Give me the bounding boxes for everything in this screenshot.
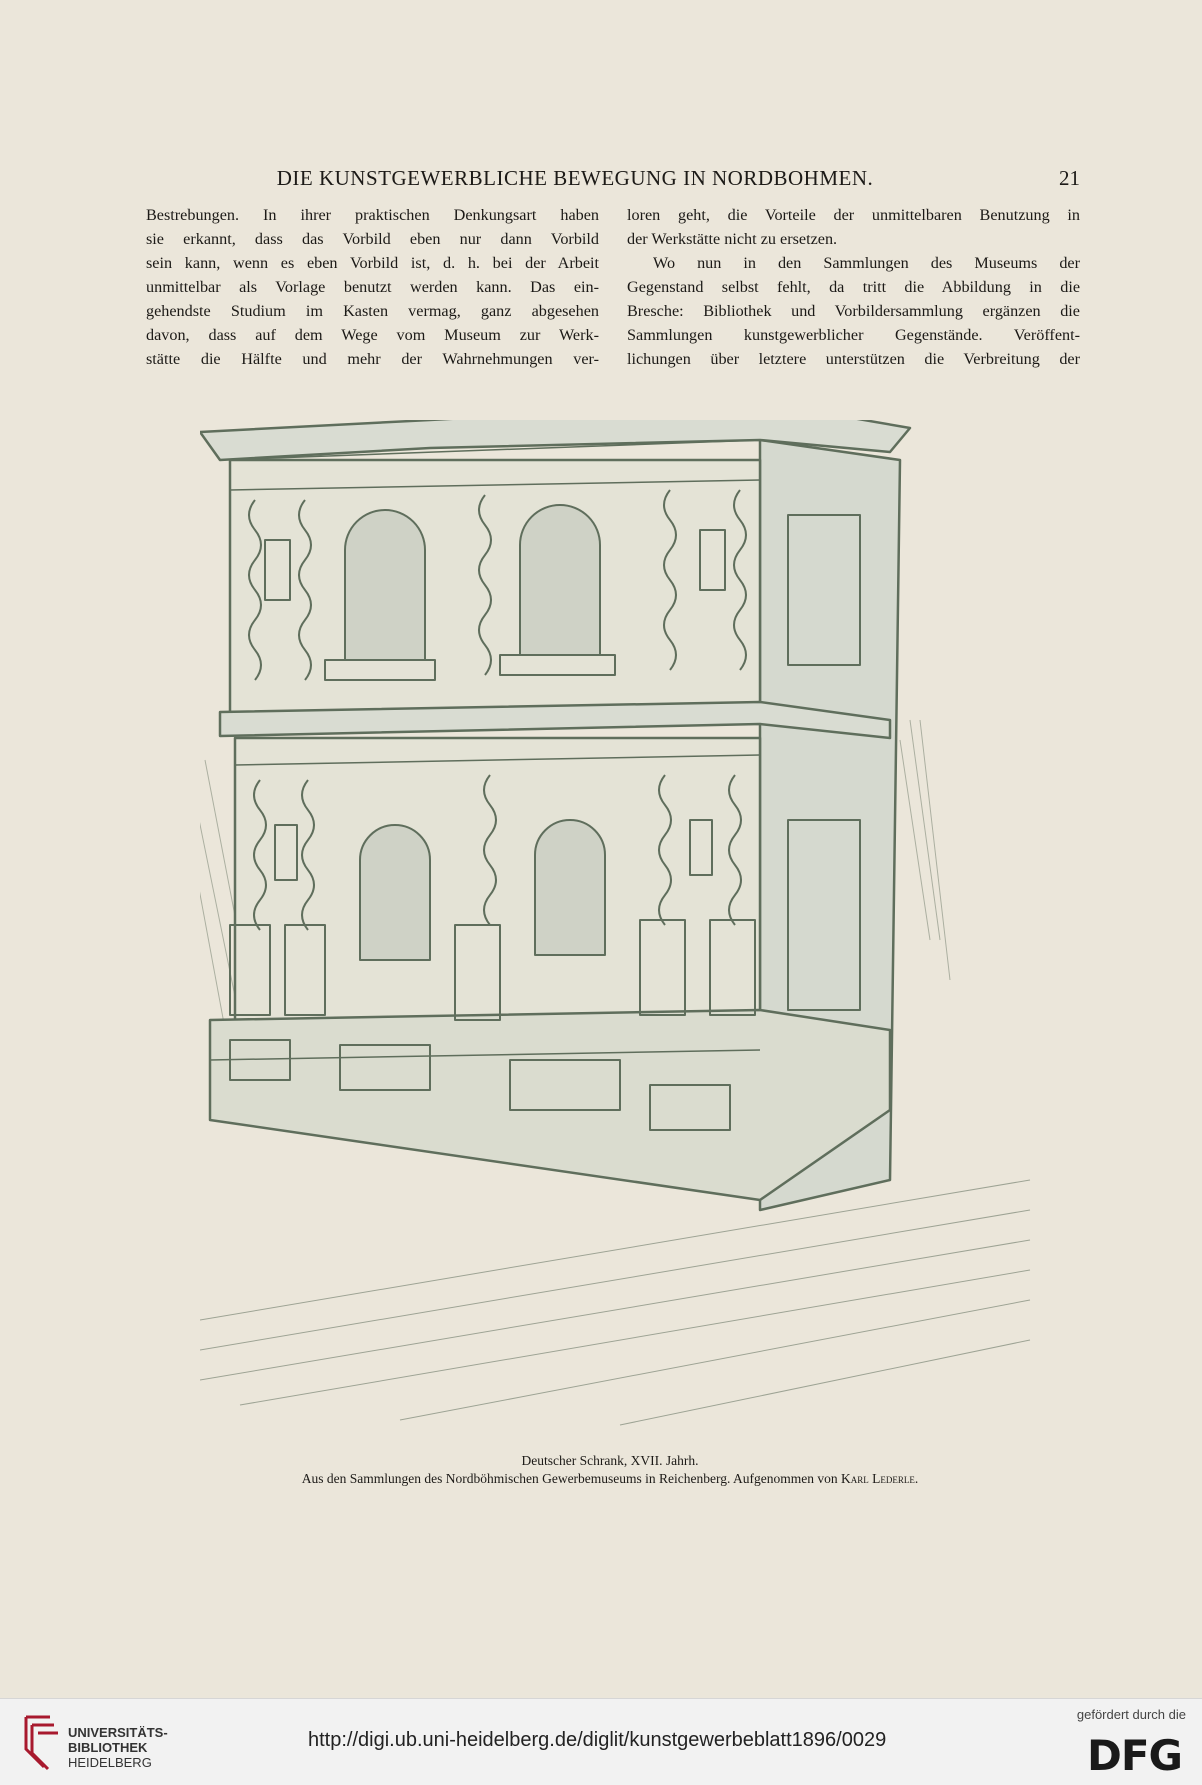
text-line: unmittelbar als Vorlage benutzt werden kann. Das ein- — [146, 278, 599, 296]
text-line: sein kann, wenn es eben Vorbild ist, d. h. bei der Arbeit — [146, 254, 599, 272]
library-line: BIBLIOTHEK — [68, 1740, 148, 1755]
text-line: davon, dass auf dem Wege vom Museum zur Werk- — [146, 326, 599, 344]
plinth — [210, 1010, 890, 1200]
text-line: Bresche: Bibliothek und Vorbildersammlung ergänzen die — [627, 302, 1080, 320]
library-line: UNIVERSITÄTS- — [68, 1725, 168, 1740]
text-line: der Werkstätte nicht zu ersetzen. — [627, 230, 838, 248]
cabinet-engraving — [200, 420, 1060, 1440]
caption-author: Karl Lederle. — [841, 1471, 919, 1486]
text-line: Wo nun in den Sammlungen des Museums der — [653, 254, 1080, 272]
funding-note: gefördert durch die — [1076, 1707, 1186, 1722]
text-line: sie erkannt, dass das Vorbild eben nur dann Vorbild — [146, 230, 599, 248]
library-line: HEIDELBERG — [68, 1755, 152, 1770]
digitization-footer — [0, 1698, 1202, 1785]
running-title: DIE KUNSTGEWERBLICHE BEWEGUNG IN NORDBOHMEN. — [276, 166, 874, 190]
dfg-logo[interactable]: DFG — [1086, 1731, 1182, 1780]
text-line: loren geht, die Vorteile der unmittelbaren Benutzung in — [627, 206, 1080, 224]
caption-source: Aus den Sammlungen des Nordböhmischen Gewerbemuseums in Reichenberg. Aufgenommen von — [301, 1471, 838, 1486]
page-number: 21 — [1059, 166, 1080, 190]
text-line: lichungen über letztere unterstützen die Verbreitung der — [627, 350, 1080, 368]
text-line: Bestrebungen. In ihrer praktischen Denkungsart haben — [146, 206, 599, 224]
upper-storey — [230, 460, 760, 715]
floor-shading — [200, 1180, 1030, 1425]
text-line: gehendste Studium im Kasten vermag, ganz abgesehen — [146, 302, 599, 320]
text-line: Gegenstand selbst fehlt, da tritt die Abbildung in die — [627, 278, 1080, 296]
ub-logo-icon — [20, 1709, 64, 1775]
running-head — [140, 166, 1080, 194]
permalink-url[interactable]: http://digi.ub.uni-heidelberg.de/diglit/kunstgewerbeblatt1896/0029 — [308, 1729, 887, 1751]
text-line: stätte die Hälfte und mehr der Wahrnehmungen ver- — [146, 350, 599, 368]
text-column-left — [146, 203, 599, 371]
caption-title: Deutscher Schrank, XVII. Jahrh. — [521, 1453, 699, 1468]
caption-credit — [140, 1470, 1080, 1488]
text-column-right — [627, 203, 1080, 371]
text-line: Sammlungen kunstgewerblicher Gegenstände. Veröffent- — [627, 326, 1080, 344]
figure-caption — [140, 1452, 1080, 1488]
ub-heidelberg-logo[interactable] — [20, 1709, 170, 1775]
